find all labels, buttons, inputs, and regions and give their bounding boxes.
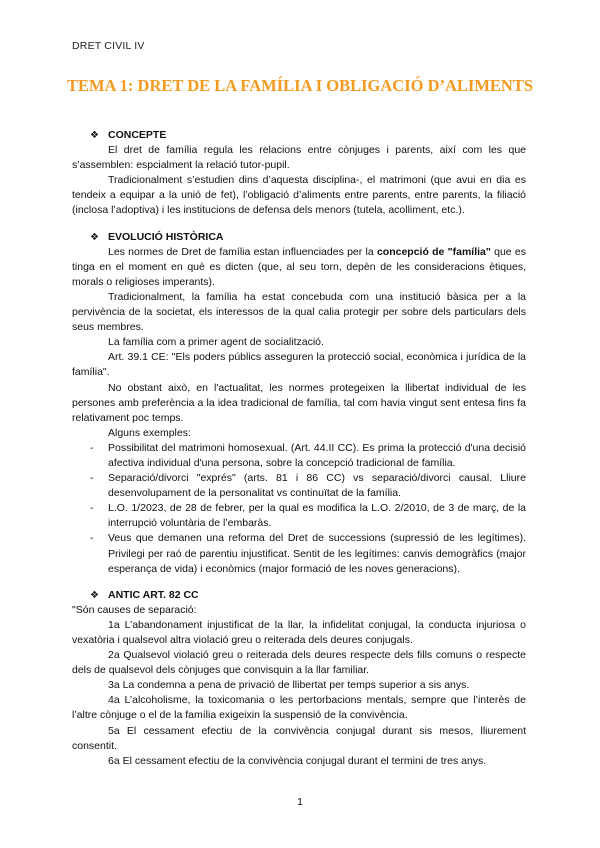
- section-heading-label: CONCEPTE: [108, 129, 167, 141]
- paragraph: Tradicionalment s’estudien dins d’aquesta disciplina-, el matrimoni (que avui en dia es tendeix a equipar a la unió de fet), l’obligació d’aliments entre parents, entre parents, la filiació (inclosa l’adoptiva) i les institucions de defensa dels menors (tutela, acolliment, etc.).: [72, 174, 526, 217]
- diamond-flower-bullet-icon: ❖: [90, 589, 99, 601]
- list-item-text: Separació/divorci "exprés" (arts. 81 i 86 CC) vs separació/divorci causal. Lliure desenvolupament de la personalitat vs continuïtat de la família.: [108, 472, 526, 500]
- examples-list: [72, 441, 526, 577]
- dash-marker: -: [90, 472, 94, 485]
- paragraph: "Són causes de separació:: [72, 603, 197, 616]
- cause-item: 4a L’alcoholisme, la toxicomania o les pertorbacions mentals, sempre que l’interès de l’altre cònjuge o el de la família exigeixin la suspensió de la convivència.: [72, 694, 526, 722]
- cause-item: 3a La condemna a pena de privació de llibertat per temps superior a sis anys.: [108, 679, 470, 692]
- paragraph: [72, 245, 526, 290]
- paragraph: Tradicionalment, la família ha estat concebuda com una institució bàsica per a la pervivència de la societat, els interessos de la qual calia protegir per sobre dels particulars dels seus membres.: [72, 290, 526, 334]
- paragraph: El dret de família regula les relacions entre cònjuges i parents, així com les que s’assemblen: espcialment la relació tutor-pupil.: [72, 144, 526, 172]
- list-item: [72, 531, 526, 576]
- page-header: DRET CIVIL IV: [72, 40, 145, 52]
- paragraph: No obstant això, en l'actualitat, les normes protegeixen la llibertat individual de les persones amb preferència a la idea tradicional de família, tal com havia vingut sent entesa fins fa relativament poc temps.: [72, 381, 526, 424]
- dash-marker: -: [90, 502, 94, 515]
- list-item-text: Veus que demanen una reforma del Dret de successions (supressió de les legítimes). Privilegi per raó de parentiu injustificat. Sentit de les legítimes: canvis demogràfics (major esperança de vida) i econòmics (major formació de les noves generacions).: [108, 532, 526, 575]
- cause-item: 1a L’abandonament injustificat de la llar, la infidelitat conjugal, la conducta injuriosa o vexatòria i qualsevol altra violació greu o reiterada dels deures conjugals.: [72, 618, 526, 646]
- section-heading-label: ANTIC ART. 82 CC: [108, 588, 199, 601]
- bold-phrase: concepció de "família": [376, 245, 491, 258]
- document-title: TEMA 1: DRET DE LA FAMÍLIA I OBLIGACIÓ D’ALIMENTS: [66, 76, 534, 95]
- paragraph: Art. 39.1 CE: "Els poders públics asseguren la protecció social, econòmica i jurídica de la família".: [72, 351, 526, 379]
- diamond-flower-bullet-icon: ❖: [90, 130, 99, 141]
- paragraph: Alguns exemples:: [108, 426, 191, 439]
- page-number: 1: [297, 796, 303, 808]
- paragraph-text: Les normes de Dret de família estan influenciades per la: [108, 245, 377, 258]
- list-item-text: Possibilitat del matrimoni homosexual. (Art. 44.II CC). Es prima la protecció d'una decisió afectiva individual d'una persona, sobre la concepció tradicional de família.: [108, 441, 526, 469]
- dash-marker: -: [90, 532, 94, 545]
- dash-marker: -: [90, 441, 94, 454]
- paragraph-text: que es tinga en el moment en què es dicten (que, al seu torn, depèn de les consideracions ètiques, morals o religioses imperants).: [72, 245, 526, 288]
- section-heading-antic: [72, 588, 526, 603]
- section-heading-evolucio: [72, 230, 526, 245]
- diamond-flower-bullet-icon: ❖: [90, 231, 99, 243]
- section-heading-concepte: [72, 128, 526, 143]
- list-item: [72, 501, 526, 531]
- document-body: [72, 128, 526, 769]
- list-item-text: L.O. 1/2023, de 28 de febrer, per la qual es modifica la L.O. 2/2010, de 3 de març, de la interrupció voluntària de l’embaràs.: [108, 502, 526, 530]
- section-heading-label: EVOLUCIÓ HISTÒRICA: [108, 230, 224, 243]
- list-item: [72, 441, 526, 471]
- list-item: [72, 471, 526, 501]
- paragraph: La família com a primer agent de socialització.: [108, 336, 324, 349]
- cause-item: 5a El cessament efectiu de la convivència conjugal durant sis mesos, lliurement consentit.: [72, 724, 526, 752]
- cause-item: 2a Qualsevol violació greu o reiterada dels deures respecte dels fills comuns o respecte dels de qualsevol dels cònjuges que convisquin a la llar familiar.: [72, 649, 526, 677]
- cause-item: 6a El cessament efectiu de la convivència conjugal durant el termini de tres anys.: [108, 754, 487, 767]
